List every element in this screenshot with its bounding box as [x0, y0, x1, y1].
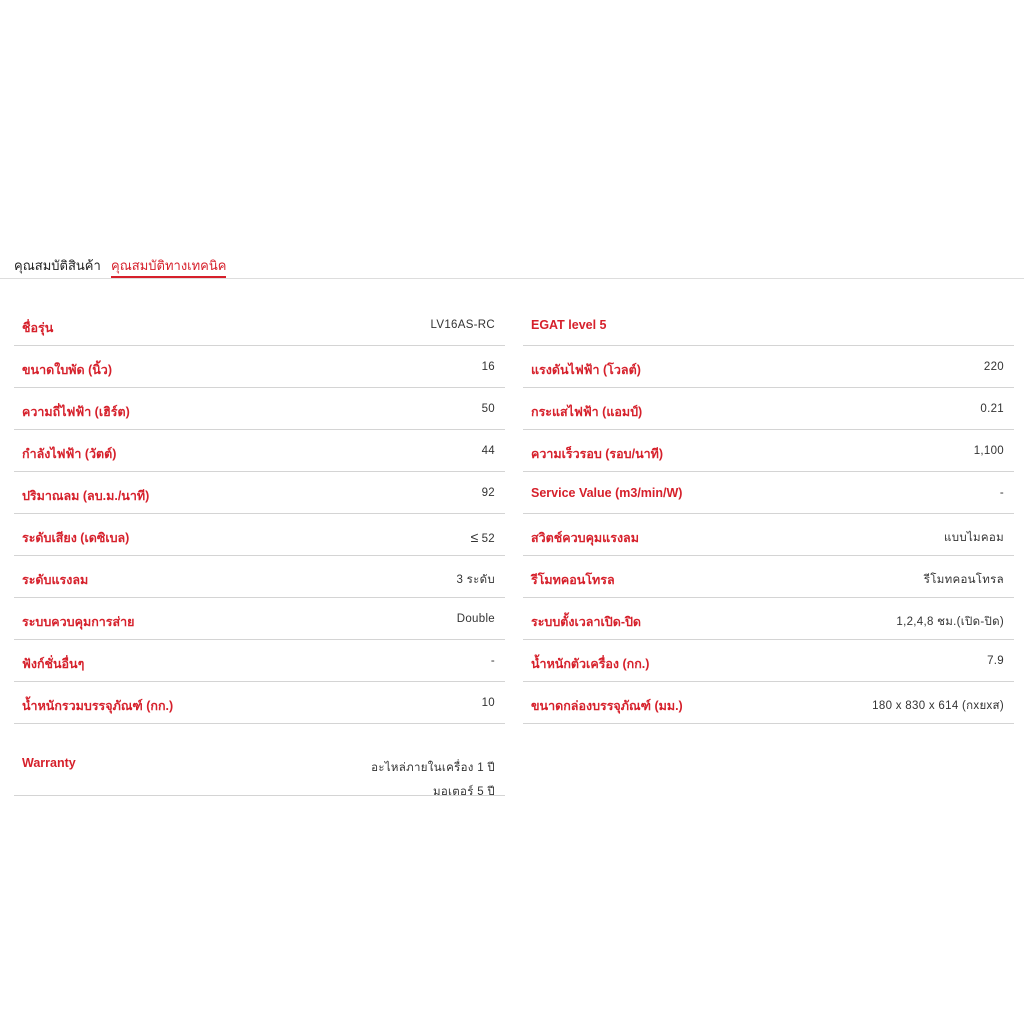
spec-value: - [999, 487, 1004, 499]
spec-row [523, 304, 1014, 346]
spec-label: กระแสไฟฟ้า (แอมป์) [531, 405, 643, 419]
spec-value: 10 [481, 697, 495, 709]
spec-label: ขนาดกล่องบรรจุภัณฑ์ (มม.) [531, 699, 683, 713]
spec-row [523, 514, 1014, 556]
spec-row [523, 472, 1014, 514]
spec-label: รีโมทคอนโทรล [531, 573, 615, 587]
spec-row [14, 430, 505, 472]
spec-label: EGAT level 5 [531, 318, 607, 332]
spec-label: น้ำหนักรวมบรรจุภัณฑ์ (กก.) [22, 699, 174, 713]
spec-row [14, 388, 505, 430]
spec-label: ความถี่ไฟฟ้า (เฮิร์ต) [22, 405, 130, 419]
spec-row [14, 556, 505, 598]
spec-value-number: 52 [481, 533, 495, 545]
spec-value: 7.9 [987, 655, 1004, 667]
spec-value: 92 [481, 487, 495, 499]
spec-label: ความเร็วรอบ (รอบ/นาที) [531, 447, 664, 461]
spec-column-right [523, 304, 1014, 724]
spec-value: 44 [481, 445, 495, 457]
spec-value: 50 [481, 403, 495, 415]
spec-value-list [371, 756, 495, 804]
spec-value: LV16AS-RC [430, 319, 495, 331]
spec-label: ปริมาณลม (ลบ.ม./นาที) [22, 489, 150, 503]
spec-value: 0.21 [980, 403, 1004, 415]
spec-value: 1,2,4,8 ชม.(เปิด-ปิด) [896, 616, 1004, 628]
spec-value: 180 x 830 x 614 (กxยxส) [872, 700, 1004, 712]
spec-value [471, 529, 495, 545]
spec-label: ชื่อรุ่น [22, 321, 54, 335]
spec-label: Warranty [22, 756, 76, 770]
spec-value: 16 [481, 361, 495, 373]
spec-row [14, 682, 505, 724]
less-equal-symbol: ≤ [470, 529, 479, 545]
spec-row [523, 682, 1014, 724]
spec-tabs [0, 256, 1024, 279]
spec-label: ระบบควบคุมการส่าย [22, 615, 135, 629]
spec-row [523, 388, 1014, 430]
spec-row [14, 598, 505, 640]
spec-value: Double [456, 613, 495, 625]
spec-value: อะไหล่ภายในเครื่อง 1 ปี [371, 762, 495, 774]
spec-row [14, 640, 505, 682]
spec-label: กำลังไฟฟ้า (วัตต์) [22, 447, 117, 461]
spec-label: ระดับเสียง (เดซิเบล) [22, 531, 130, 545]
spec-value: มอเตอร์ 5 ปี [432, 786, 495, 798]
spec-value: 1,100 [973, 445, 1004, 457]
spec-row [523, 556, 1014, 598]
spec-value: 220 [983, 361, 1004, 373]
tab-product-features[interactable]: คุณสมบัติสินค้า [14, 258, 101, 273]
spec-row [523, 640, 1014, 682]
spec-row [523, 430, 1014, 472]
spec-row [14, 304, 505, 346]
spec-label: น้ำหนักตัวเครื่อง (กก.) [531, 657, 650, 671]
spec-label: ระดับแรงลม [22, 573, 89, 587]
spec-label: แรงดันไฟฟ้า (โวลต์) [531, 363, 641, 377]
spec-label: Service Value (m3/min/W) [531, 486, 683, 500]
spec-column-left [14, 304, 505, 796]
spec-label: สวิตช์ควบคุมแรงลม [531, 531, 639, 545]
spec-label: ระบบตั้งเวลาเปิด-ปิด [531, 615, 642, 629]
tab-technical-specs[interactable]: คุณสมบัติทางเทคนิค [111, 258, 226, 278]
spec-label: ฟังก์ชั่นอื่นๆ [22, 657, 85, 671]
spec-value: รีโมทคอนโทรล [923, 574, 1004, 586]
spec-row-warranty [14, 724, 505, 796]
spec-value: 3 ระดับ [456, 574, 495, 586]
spec-row [14, 346, 505, 388]
spec-label: ขนาดใบพัด (นิ้ว) [22, 363, 112, 377]
spec-row [523, 598, 1014, 640]
spec-value: - [490, 655, 495, 667]
spec-value: แบบไมคอม [944, 532, 1004, 544]
spec-row [14, 472, 505, 514]
spec-row [14, 514, 505, 556]
spec-row [523, 346, 1014, 388]
